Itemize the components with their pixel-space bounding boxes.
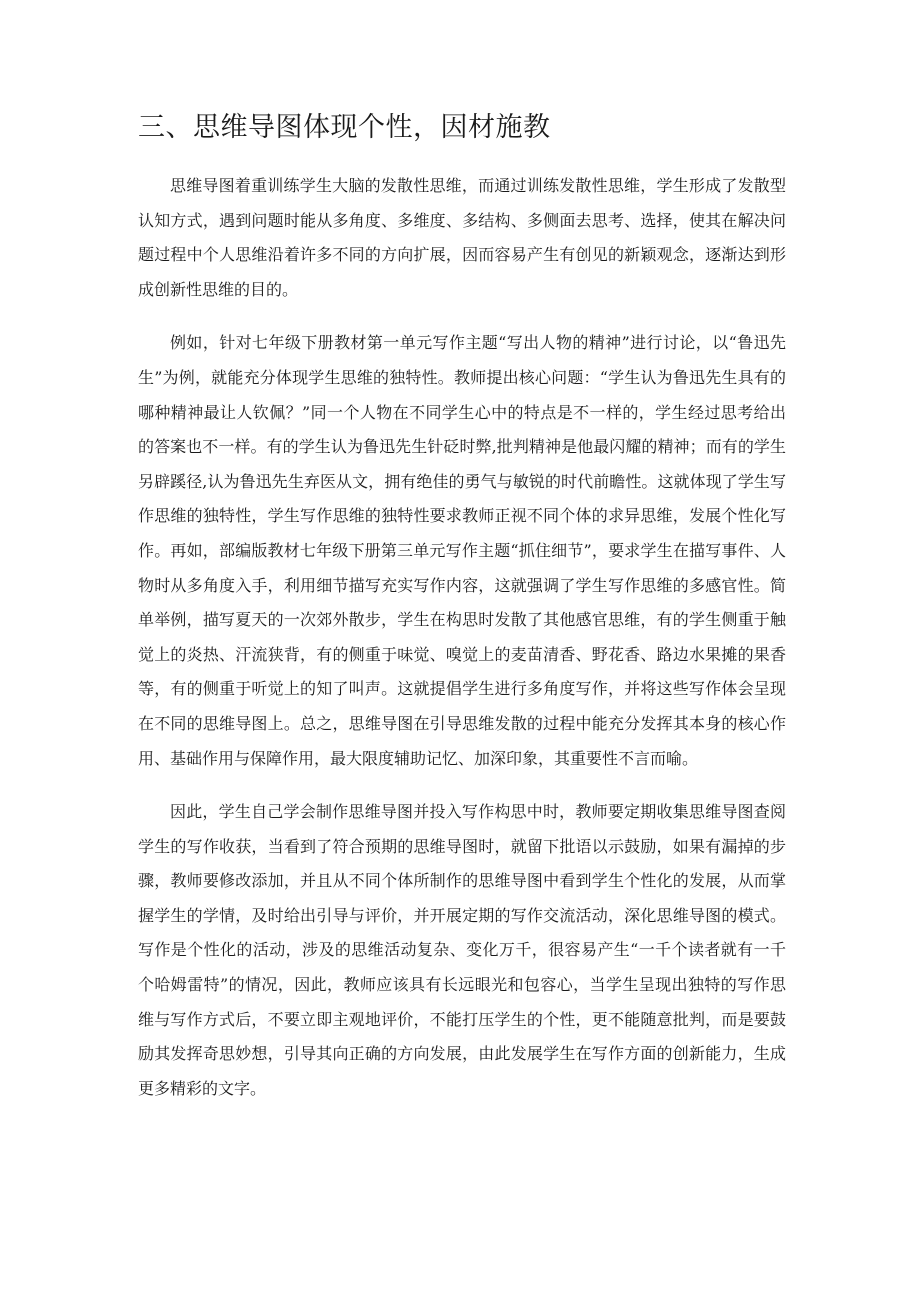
document-page <box>138 108 786 1125</box>
section-heading: 三、思维导图体现个性，因材施教 <box>138 112 551 143</box>
paragraph-2: 例如，针对七年级下册教材第一单元写作主题“写出人物的精神”进行讨论，以“鲁迅先生”为例，就能充分体现学生思维的独特性。教师提出核心问题：“学生认为鲁迅先生具有的哪种精神最让人钦佩？”同一个人物在不同学生心中的特点是不一样的，学生经过思考给出的答案也不一样。有的学生认为鲁迅先生针砭时弊,批判精神是他最闪耀的精神；而有的学生另辟蹊径,认为鲁迅先生弃医从文，拥有绝佳的勇气与敏锐的时代前瞻性。这就体现了学生写作思维的独特性，学生写作思维的独特性要求教师正视不同个体的求异思维，发展个性化写作。再如，部编版教材七年级下册第三单元写作主题“抓住细节”，要求学生在描写事件、人物时从多角度入手，利用细节描写充实写作内容，这就强调了学生写作思维的多感官性。简单举例，描写夏天的一次郊外散步，学生在构思时发散了其他感官思维，有的学生侧重于触觉上的炎热、汗流狭背，有的侧重于味觉、嗅觉上的麦苗清香、野花香、路边水果摊的果香等，有的侧重于听觉上的知了叫声。这就提倡学生进行多角度写作，并将这些写作体会呈现在不同的思维导图上。总之，思维导图在引导思维发散的过程中能充分发挥其本身的核心作用、基础作用与保障作用，最大限度辅助记忆、加深印象，其重要性不言而喻。 <box>138 333 786 768</box>
paragraph-3: 因此，学生自己学会制作思维导图并投入写作构思中时，教师要定期收集思维导图查阅学生的写作收获，当看到了符合预期的思维导图时，就留下批语以示鼓励，如果有漏掉的步骤，教师要修改添加，并且从不同个体所制作的思维导图中看到学生个性化的发展，从而掌握学生的学情，及时给出引导与评价，并开展定期的写作交流活动，深化思维导图的模式。写作是个性化的活动，涉及的思维活动复杂、变化万千，很容易产生“一千个读者就有一千个哈姆雷特”的情况，因此，教师应该具有长远眼光和包容心，当学生呈现出独特的写作思维与写作方式后，不要立即主观地评价，不能打压学生的个性，更不能随意批判，而是要鼓励其发挥奇思妙想，引导其向正确的方向发展，由此发展学生在写作方面的创新能力，生成更多精彩的文字。 <box>138 802 786 1098</box>
paragraph-1: 思维导图着重训练学生大脑的发散性思维，而通过训练发散性思维，学生形成了发散型认知方式，遇到问题时能从多角度、多维度、多结构、多侧面去思考、选择，使其在解决问题过程中个人思维沿着许多不同的方向扩展，因而容易产生有创见的新颖观念，逐渐达到形成创新性思维的目的。 <box>138 176 786 299</box>
